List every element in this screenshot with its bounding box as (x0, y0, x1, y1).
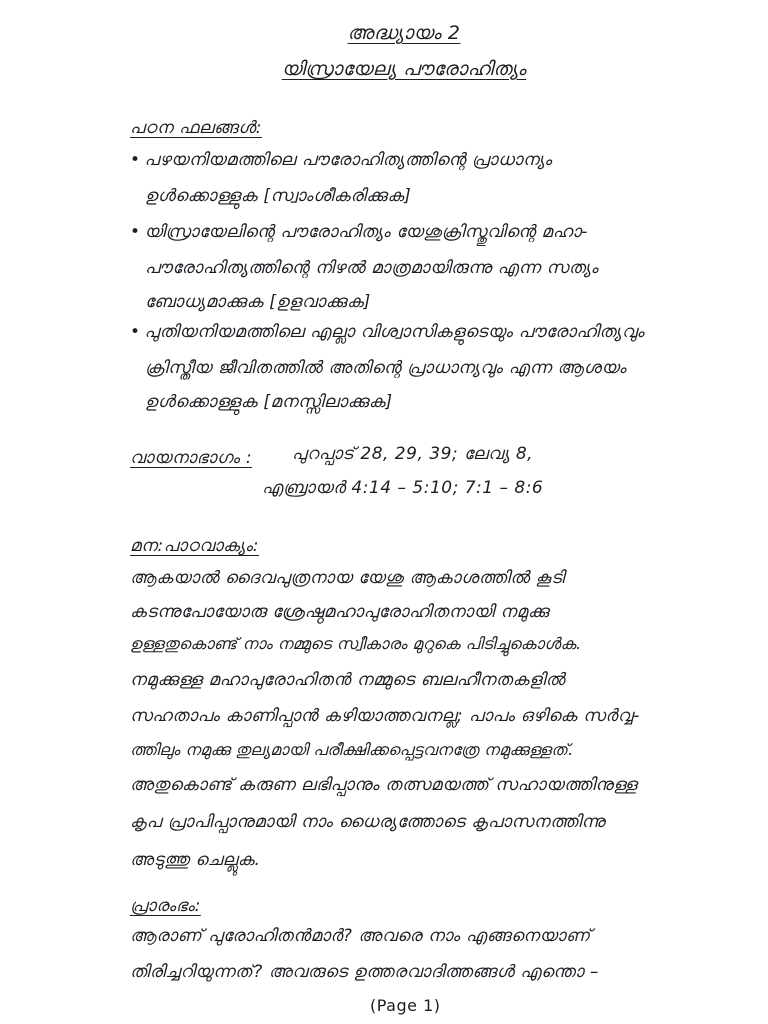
reading-label: വായനാഭാഗം : (130, 448, 253, 468)
objective-line: ഉൾക്കൊള്ളുക [മനസ്സിലാക്കുക] (145, 392, 393, 412)
objective-line: ക്രിസ്തീയ ജീവിതത്തിൽ അതിന്റെ പ്രാധാന്യവും എന്ന ആശയം (145, 358, 627, 378)
memory-verse-line: നമുക്കുള്ള മഹാപുരോഹിതൻ നമ്മുടെ ബലഹീനതകളിൽ (130, 670, 566, 690)
memory-verse-line: ആകയാൽ ദൈവപുത്രനായ യേശു ആകാശത്തിൽ കൂടി (130, 568, 565, 588)
page-number: (Page 1) (370, 996, 441, 1015)
chapter-heading: അദ്ധ്യായം 2 (347, 22, 461, 44)
intro-line: തിരിച്ചറിയുന്നത്? അവരുടെ ഉത്തരവാദിത്തങ്ങൾ എന്തൊ – (130, 962, 599, 982)
objective-line: പൗരോഹിത്യത്തിന്റെ നിഴൽ മാത്രമായിരുന്നു എന്ന സത്യം (145, 258, 599, 278)
reading-line-2: എബ്രായർ 4:14 – 5:10; 7:1 – 8:6 (262, 478, 544, 498)
memory-verse-line: കടന്നുപോയോരു ശ്രേഷ്ഠമഹാപുരോഹിതനായി നമുക്കു (130, 602, 550, 622)
objective-line: • പഴയനിയമത്തിലെ പൗരോഹിത്യത്തിന്റെ പ്രാധാന്യം (130, 150, 552, 170)
reading-line-1: പുറപ്പാട് 28, 29, 39; ലേവ്യ 8, (292, 444, 534, 464)
intro-line: ആരാണ് പുരോഹിതൻമാർ? അവരെ നാം എങ്ങനെയാണ് (130, 926, 591, 946)
memory-verse-line: ഉള്ളതുകൊണ്ട് നാം നമ്മുടെ സ്വീകാരം മുറുകെ പിടിച്ചുകൊൾക. (130, 634, 582, 653)
objectives-heading: പഠന ഫലങ്ങൾ: (130, 118, 263, 138)
chapter-title: യിസ്രായേല്യ പൗരോഹിത്യം (281, 58, 527, 80)
memory-verse-line: സഹതാപം കാണിപ്പാൻ കഴിയാത്തവനല്ല; പാപം ഒഴികെ സർവ്വ- (130, 706, 640, 726)
memory-verse-heading: മന:പാഠവാക്യം: (130, 536, 259, 556)
intro-heading: പ്രാരംഭം: (130, 896, 201, 916)
objective-line: • യിസ്രായേലിന്റെ പൗരോഹിത്യം യേശുക്രിസ്തുവിന്റെ മഹാ- (130, 222, 588, 242)
objective-line: • പുതിയനിയമത്തിലെ എല്ലാ വിശ്വാസികളുടെയും പൗരോഹിത്യവും (130, 322, 644, 342)
objective-line: ബോധ്യമാക്കുക [ഉളവാക്കുക] (145, 292, 371, 312)
memory-verse-line: അടുത്തു ചെല്ലുക. (130, 850, 261, 870)
memory-verse-line: കൃപ പ്രാപിപ്പാനുമായി നാം ധൈര്യത്തോടെ കൃപാസനത്തിന്നു (130, 812, 606, 832)
memory-verse-line: ത്തിലും നമുക്കു തുല്യമായി പരീക്ഷിക്കപ്പെട്ടവനത്രേ നമുക്കുള്ളത്. (130, 740, 574, 759)
memory-verse-line: അതുകൊണ്ട് കരുണ ലഭിപ്പാനും തത്സമയത്ത് സഹായത്തിനുള്ള (130, 775, 638, 795)
objective-line: ഉൾക്കൊള്ളുക [സ്വാംശീകരിക്കുക] (145, 186, 412, 206)
